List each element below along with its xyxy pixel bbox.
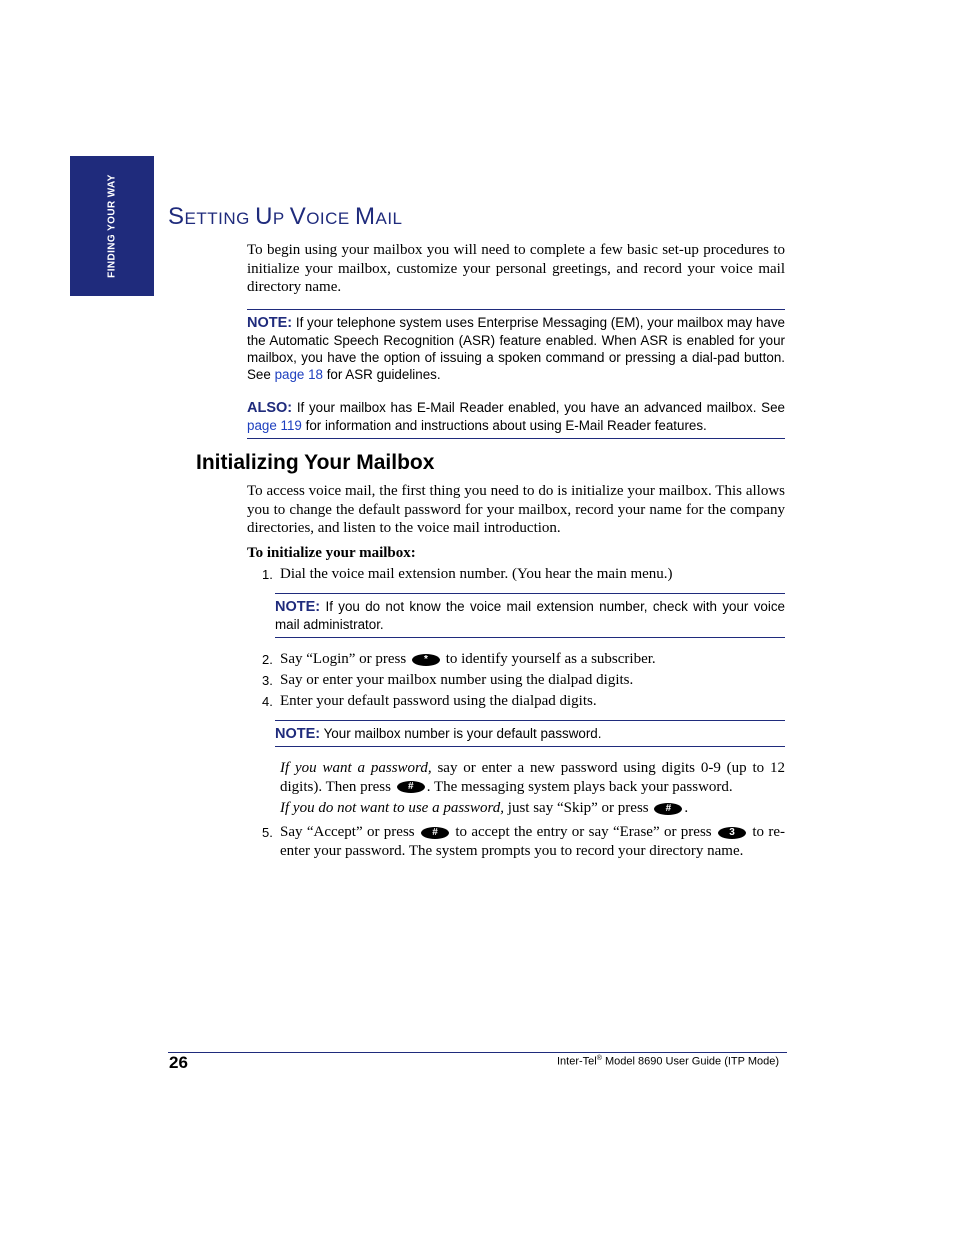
subsection-title: Initializing Your Mailbox — [196, 451, 435, 474]
subsection-intro: To access voice mail, the first thing you need to do is initialize your mailbox. This allows you to change the default password for your mailbox, record your name for the company directories, and listen to the voice mail introduction. — [247, 483, 785, 536]
star-key-icon: * — [412, 654, 440, 666]
note-label: NOTE: — [247, 315, 293, 331]
skip-password-instructions: If you do not want to use a password, just say “Skip” or press # . — [280, 800, 689, 816]
section-title: SETTING UP VOICE MAIL — [168, 203, 403, 230]
divider — [247, 438, 785, 439]
page-119-link[interactable]: page 119 — [247, 418, 302, 433]
pound-key-icon: # — [397, 781, 425, 793]
password-instructions: If you want a password, say or enter a new password using digits 0-9 (up to 12 digits). Then press # . The messaging system plays back your password. — [280, 760, 786, 795]
three-key-icon: 3 — [718, 827, 746, 839]
note-extension: NOTE: If you do not know the voice mail extension number, check with your voice mail administrator. — [275, 599, 785, 632]
divider — [275, 637, 785, 638]
page-number: 26 — [169, 1053, 188, 1072]
page-18-link[interactable]: page 18 — [274, 367, 323, 382]
footer-guide-title: Inter-Tel® Model 8690 User Guide (ITP Mode) — [557, 1055, 780, 1068]
footer-divider — [168, 1052, 787, 1053]
also-label: ALSO: — [247, 400, 293, 416]
divider — [275, 593, 785, 594]
divider — [275, 746, 785, 747]
procedure-heading: To initialize your mailbox: — [247, 545, 416, 561]
note-asr: NOTE: If your telephone system uses Enterprise Messaging (EM), your mailbox may have the Automatic Speech Recognition (ASR) feature enabled. When ASR is enabled for your mailbox, you have the option of issuing a spoken command or pressing a dial-pad button. See page 18 for ASR guidelines. — [247, 315, 785, 382]
section-intro: To begin using your mailbox you will need to complete a few basic set-up procedures to initialize your mailbox, customize your personal greetings, and record your voice mail directory name. — [247, 242, 785, 295]
divider — [275, 720, 785, 721]
chapter-tab-label: FINDING YOUR WAY — [106, 174, 118, 278]
also-email-reader: ALSO: If your mailbox has E-Mail Reader enabled, you have an advanced mailbox. See page 119 for information and instructions about using E-Mail Reader features. — [247, 400, 785, 433]
chapter-side-tab — [70, 156, 154, 296]
pound-key-icon: # — [654, 803, 682, 815]
note-default-password: NOTE: Your mailbox number is your default password. — [275, 726, 602, 742]
pound-key-icon: # — [421, 827, 449, 839]
divider — [247, 309, 785, 310]
